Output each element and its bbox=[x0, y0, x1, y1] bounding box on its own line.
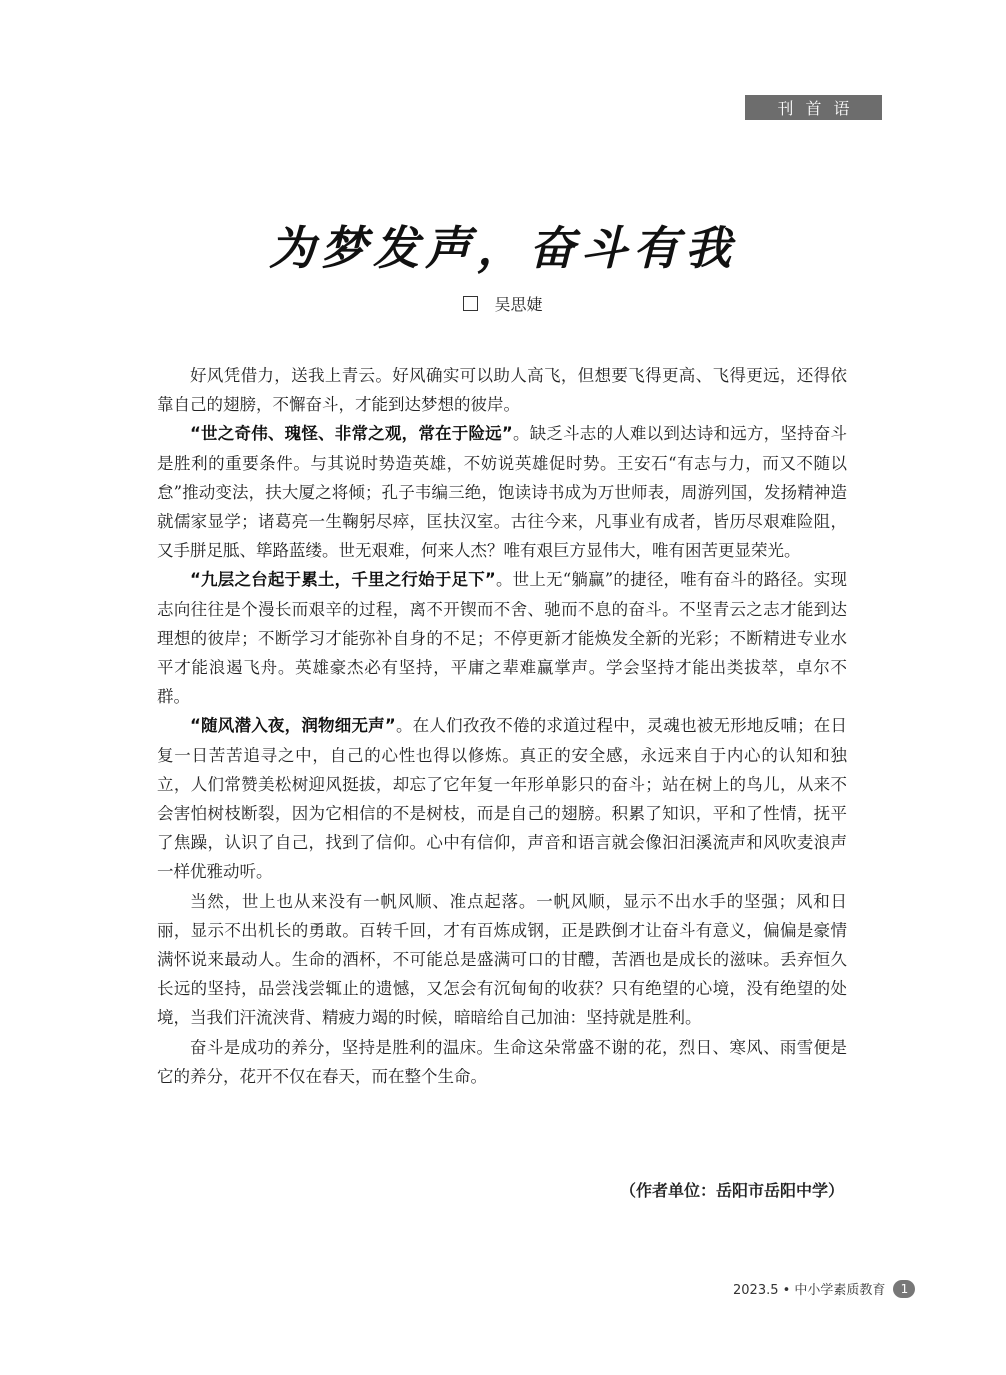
section-tag: 刊首语 bbox=[745, 95, 882, 120]
byline bbox=[0, 292, 1006, 315]
square-bullet-icon bbox=[463, 296, 478, 311]
page-footer bbox=[733, 1279, 915, 1298]
paragraph-lead-quote: “随风潜入夜，润物细无声” bbox=[190, 716, 396, 736]
author-affiliation: （作者单位：岳阳市岳阳中学） bbox=[619, 1181, 844, 1200]
article-title: 为梦发声，奋斗有我 bbox=[269, 221, 737, 275]
paragraph: “九层之台起于累土，千里之行始于足下”。世上无“躺赢”的捷径，唯有奋斗的路径。实现志向往往是个漫长而艰辛的过程，离不开锲而不舍、驰而不息的奋斗。不坚青云之志才能到达理想的彼岸；不断学习才能弥补自身的不足；不停更新才能焕发全新的光彩；不断精进专业水平才能浪遏飞舟。英雄豪杰必有坚持，平庸之辈难赢掌声。学会坚持才能出类拔萃，卓尔不群。 bbox=[157, 570, 847, 707]
page-number-badge: 1 bbox=[893, 1280, 915, 1298]
paragraph: “世之奇伟、瑰怪、非常之观，常在于险远”。缺乏斗志的人难以到达诗和远方，坚持奋斗是胜利的重要条件。与其说时势造英雄，不妨说英雄促时势。王安石“有志与力，而又不随以怠”推动变法，扶大厦之将倾；孔子韦编三绝，饱读诗书成为万世师表，周游列国，发扬精神造就儒家显学；诸葛亮一生鞠躬尽瘁，匡扶汉室。古往今来，凡事业有成者，皆历尽艰难险阻，又手胼足胝、筚路蓝缕。世无艰难，何来人杰？唯有艰巨方显伟大，唯有困苦更显荣光。 bbox=[157, 424, 847, 561]
paragraph: 奋斗是成功的养分，坚持是胜利的温床。生命这朵常盛不谢的花，烈日、寒风、雨雪便是它的养分，花开不仅在春天，而在整个生命。 bbox=[157, 1037, 847, 1086]
article-body bbox=[157, 361, 847, 1091]
paragraph: 好风凭借力，送我上青云。好风确实可以助人高飞，但想要飞得更高、飞得更远，还得依靠自己的翅膀，不懈奋斗，才能到达梦想的彼岸。 bbox=[157, 366, 847, 415]
paragraph-lead-quote: “世之奇伟、瑰怪、非常之观，常在于险远” bbox=[190, 424, 513, 444]
paragraph-lead-quote: “九层之台起于累土，千里之行始于足下” bbox=[190, 570, 496, 590]
paragraph: “随风潜入夜，润物细无声”。在人们孜孜不倦的求道过程中，灵魂也被无形地反哺；在日复一日苦苦追寻之中，自己的心性也得以修炼。真正的安全感，永远来自于内心的认知和独立，人们常赞美松树迎风挺拔，却忘了它年复一年形单影只的奋斗；站在树上的鸟儿，从来不会害怕树枝断裂，因为它相信的不是树枝，而是自己的翅膀。积累了知识，平和了性情，抚平了焦躁，认识了自己，找到了信仰。心中有信仰，声音和语言就会像汩汩溪流声和风吹麦浪声一样优雅动听。 bbox=[157, 716, 847, 882]
paragraph: 当然，世上也从来没有一帆风顺、准点起落。一帆风顺，显示不出水手的坚强；风和日丽，显示不出机长的勇敢。百转千回，才有百炼成钢，正是跌倒才让奋斗有意义，偏偏是豪情满怀说来最动人。生命的酒杯，不可能总是盛满可口的甘醴，苦酒也是成长的滋味。丢弃恒久长远的坚持，品尝浅尝辄止的遗憾，又怎会有沉甸甸的收获？只有绝望的心境，没有绝望的处境，当我们汗流浃背、精疲力竭的时候，暗暗给自己加油：坚持就是胜利。 bbox=[157, 891, 847, 1028]
author-name: 吴思婕 bbox=[494, 295, 543, 314]
issue-label: 2023.5 • 中小学素质教育 bbox=[733, 1283, 886, 1298]
